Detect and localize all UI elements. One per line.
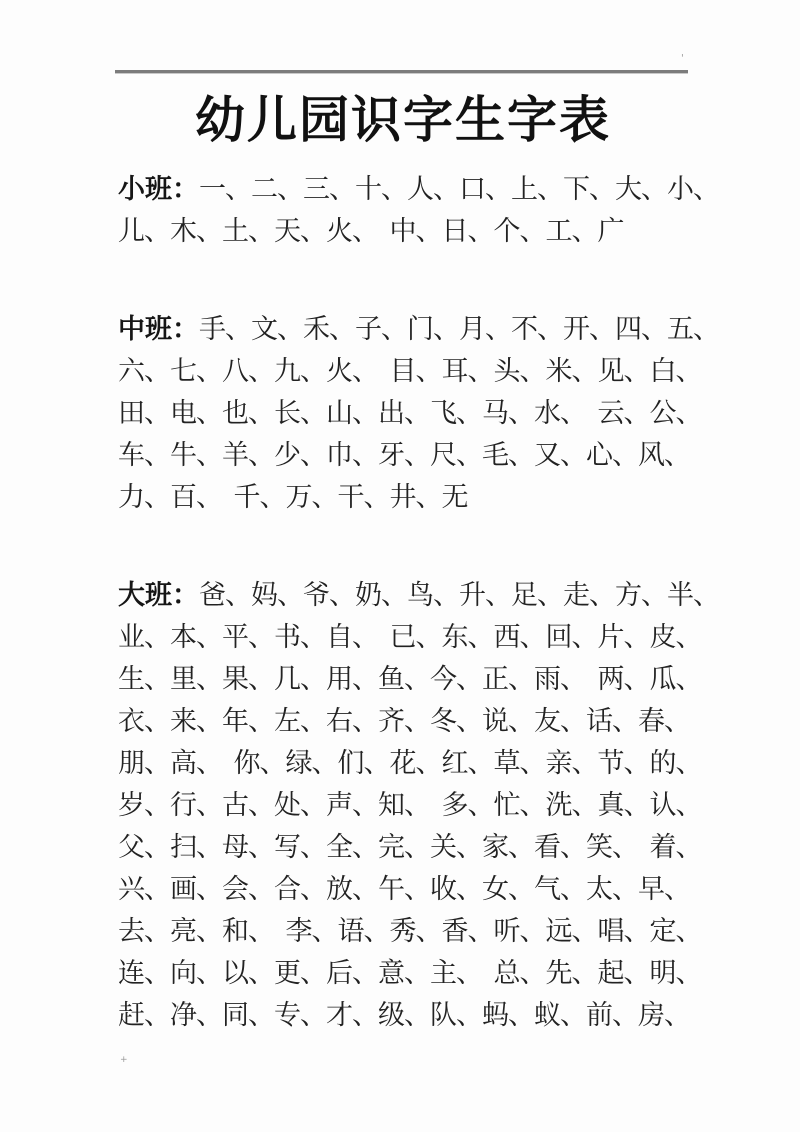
page-title: 幼儿园识字生字表 xyxy=(195,92,611,148)
char-line: 衣、来、年、左、右、齐、冬、说、友、话、春、 xyxy=(118,706,690,736)
char-line-text: 手、文、禾、子、门、月、不、开、四、五、 xyxy=(199,314,719,344)
scan-artifact-plus: + xyxy=(120,1055,128,1065)
char-line-text: 爸、妈、爷、奶、鸟、升、足、走、方、半、 xyxy=(199,580,719,610)
section-label-daban: 大班： xyxy=(118,580,199,610)
char-line: 岁、行、古、处、声、知、 多、忙、洗、真、认、 xyxy=(118,790,702,820)
char-line: 生、里、果、几、用、鱼、今、正、雨、 两、瓜、 xyxy=(118,664,702,694)
char-line: 力、百、 千、万、干、井、无 xyxy=(118,482,468,512)
section-label-xiaoban: 小班： xyxy=(118,174,199,204)
char-line xyxy=(118,574,719,616)
header-rule xyxy=(115,70,688,74)
char-line xyxy=(118,168,719,210)
char-line: 兴、画、会、合、放、午、收、女、气、太、早、 xyxy=(118,874,690,904)
char-line: 朋、高、 你、绿、们、花、红、草、亲、节、的、 xyxy=(118,748,702,778)
char-line: 田、电、也、长、山、出、飞、马、水、 云、公、 xyxy=(118,398,702,428)
section-daban xyxy=(118,574,719,1036)
char-line: 车、牛、羊、少、巾、牙、尺、毛、又、心、风、 xyxy=(118,440,690,470)
char-line: 父、扫、母、写、全、完、关、家、看、笑、 着、 xyxy=(118,832,702,862)
scan-artifact-tick: ' xyxy=(681,53,684,64)
char-line: 业、本、平、书、自、 已、东、西、回、片、皮、 xyxy=(118,622,702,652)
section-xiaoban xyxy=(118,168,719,252)
char-line: 六、七、八、九、火、 目、耳、头、米、见、白、 xyxy=(118,356,702,386)
char-line: 去、亮、和、 李、语、秀、香、听、远、唱、定、 xyxy=(118,916,702,946)
char-line: 赶、净、同、专、才、级、队、蚂、蚁、前、房、 xyxy=(118,1000,690,1030)
char-line: 连、向、以、更、后、意、主、 总、先、起、明、 xyxy=(118,958,702,988)
section-zhongban xyxy=(118,308,719,518)
char-line: 儿、木、土、天、火、 中、日、个、工、广 xyxy=(118,216,624,246)
char-line xyxy=(118,308,719,350)
char-line-text: 一、二、三、十、人、口、上、下、大、小、 xyxy=(199,174,719,204)
section-label-zhongban: 中班： xyxy=(118,314,199,344)
